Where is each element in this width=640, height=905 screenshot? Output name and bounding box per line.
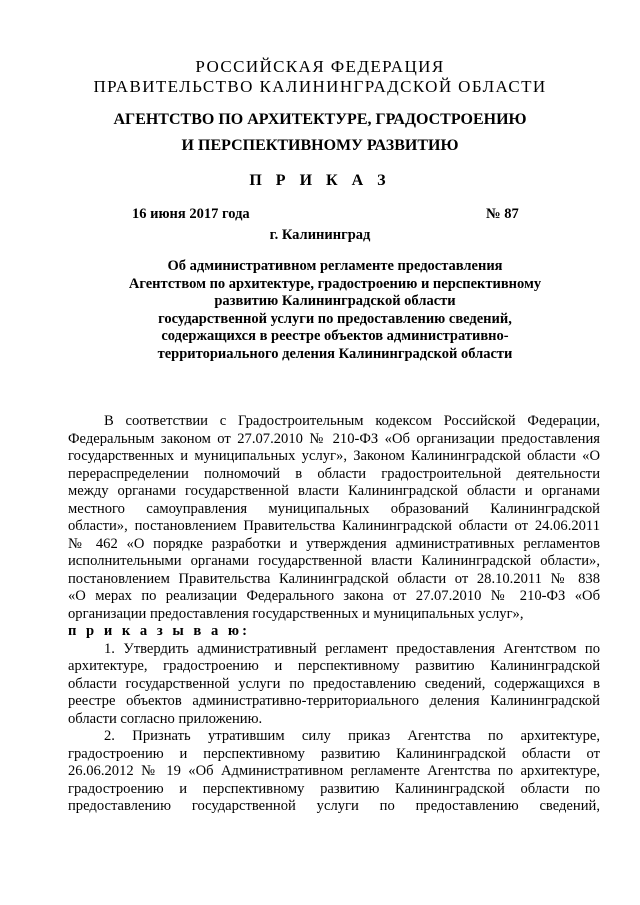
title-line: Агентством по архитектуре, градостроению и перспективному	[128, 275, 542, 292]
order-title	[60, 258, 610, 363]
title-line: территориального деления Калининградской области	[157, 345, 513, 362]
agency-name-line2: И ПЕРСПЕКТИВНОМУ РАЗВИТИЮ	[181, 137, 459, 154]
order-date: 16 июня 2017 года	[132, 206, 250, 222]
title-line: содержащихся в реестре объектов административно-	[161, 328, 509, 344]
agency-name-line1: АГЕНТСТВО ПО АРХИТЕКТУРЕ, ГРАДОСТРОЕНИЮ	[113, 111, 527, 128]
item1-line: реестре объектов административно-территориального деления Калининградской	[68, 693, 600, 709]
preamble-line: области», постановлением Правительства Калининградской области от 24.06.2011	[68, 518, 600, 534]
item2-line: 2. Признать утратившим силу приказ Агентства по архитектуре,	[104, 728, 600, 744]
item2-line: предоставлению государственной услуги по предоставлению сведений,	[68, 798, 600, 814]
header-government: ПРАВИТЕЛЬСТВО КАЛИНИНГРАДСКОЙ ОБЛАСТИ	[93, 77, 547, 96]
item1-line: архитектуре, градостроению и перспективному развитию Калининградской	[68, 658, 600, 674]
title-line: государственной услуги по предоставлению сведений,	[158, 310, 512, 327]
preamble-line: между органами государственной власти Калининградской области и органами	[68, 483, 600, 499]
preamble-line: Федеральным законом от 27.07.2010 № 210-ФЗ «Об организации предоставления	[68, 430, 600, 447]
preamble-line: местного самоуправления муниципальных образований Калининградской	[68, 500, 600, 517]
preamble-line: перераспределении полномочий в области градостроительной деятельности	[68, 465, 600, 482]
item2-line: градостроению и перспективному развитию Калининградской области от	[68, 745, 600, 762]
title-line: Об административном регламенте предоставления	[167, 258, 503, 274]
item1-line: 1. Утвердить административный регламент предоставления Агентством по	[104, 640, 600, 657]
preamble-line: исполнительными органами государственной власти Калининградской области»,	[68, 553, 600, 569]
preamble-line: постановлением Правительства Калининградской области от 28.10.2011 № 838	[68, 570, 600, 587]
preamble-line: В соответствии с Градостроительным кодексом Российской Федерации,	[104, 413, 600, 429]
item1-line: области согласно приложению.	[68, 710, 263, 727]
title-line: развитию Калининградской области	[214, 293, 456, 309]
order-word: п р и к а з ы в а ю:	[68, 623, 250, 639]
item2-line: градостроению и перспективному развитию Калининградской области по	[68, 780, 600, 797]
preamble-line: № 462 «О порядке разработки и утверждения административных регламентов	[68, 535, 600, 552]
item1-line: области государственной услуги по предоставлению сведений, содержащихся в	[68, 675, 600, 692]
preamble-line: государственных и муниципальных услуг», Законом Калининградской области «О	[68, 448, 600, 464]
preamble-line: организации предоставления государственных и муниципальных услуг»,	[68, 605, 524, 622]
item2-line: 26.06.2012 № 19 «Об Административном регламенте Агентства по архитектуре,	[68, 763, 600, 779]
document-type: П Р И К А З	[249, 172, 391, 189]
order-number: № 87	[486, 206, 519, 222]
order-city: г. Калининград	[269, 227, 371, 243]
preamble-line: «О мерах по реализации Федерального закона от 27.07.2010 № 210-ФЗ «Об	[68, 588, 600, 604]
header-country: РОССИЙСКАЯ ФЕДЕРАЦИЯ	[195, 57, 445, 76]
order-body	[68, 413, 600, 816]
